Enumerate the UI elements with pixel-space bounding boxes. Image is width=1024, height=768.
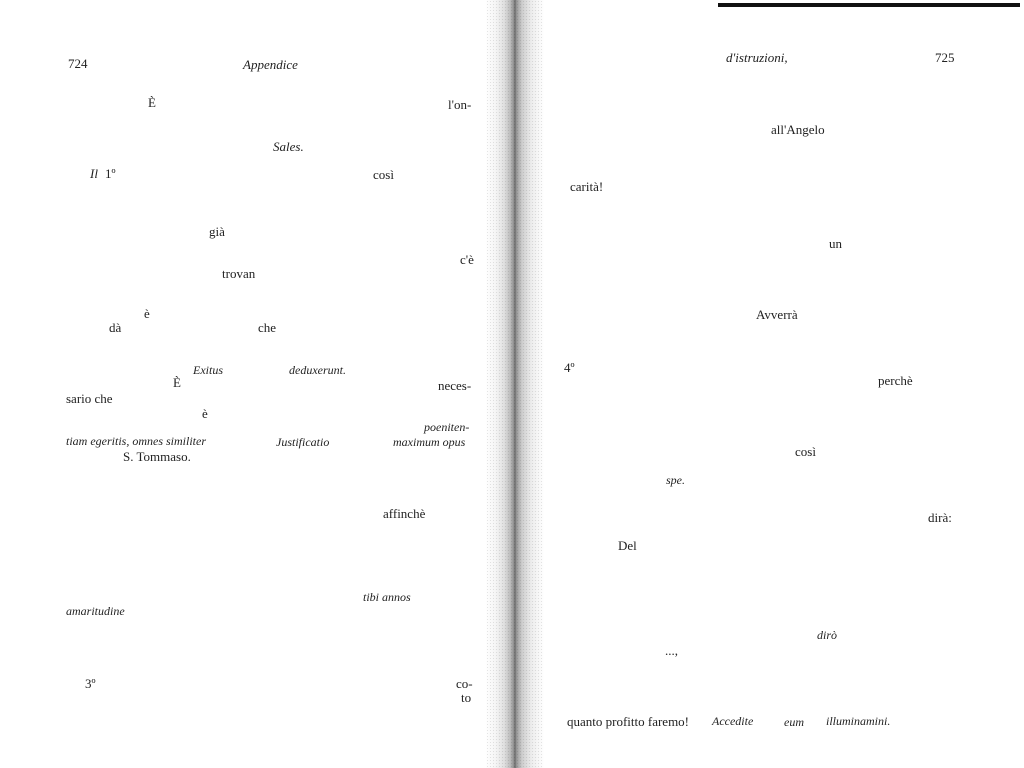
text-fragment: Sales. — [273, 139, 304, 154]
text-fragment: ..., — [665, 643, 678, 658]
text-fragment: neces- — [438, 378, 472, 393]
text-fragment: tibi annos — [363, 590, 411, 604]
text-fragment: amaritudine — [66, 604, 125, 618]
text-fragment: È — [173, 375, 181, 390]
text-fragment: 4º — [564, 360, 575, 375]
text-fragment: Avverrà — [756, 307, 798, 322]
text-fragment: poeniten- — [424, 420, 470, 434]
text-fragment: dà — [109, 320, 122, 335]
text-fragment: S. Tommaso. — [123, 449, 191, 464]
text-fragment: carità! — [570, 179, 604, 194]
text-fragment: 1º — [105, 166, 116, 181]
text-fragment: to — [461, 690, 472, 705]
text-fragment: eum — [784, 715, 804, 729]
page-number: 724 — [68, 56, 88, 71]
text-fragment: È — [148, 95, 156, 110]
text-fragment: così — [795, 444, 816, 459]
text-fragment: un — [829, 236, 842, 251]
text-fragment: Exitus — [193, 363, 223, 377]
text-fragment: co- — [456, 676, 473, 691]
text-fragment: Accedite — [712, 714, 754, 728]
text-fragment: Del — [618, 538, 637, 553]
text-fragment: sario che — [66, 391, 113, 406]
text-fragment: trovan — [222, 266, 256, 281]
running-head: d'istruzioni, — [726, 50, 788, 65]
text-fragment: illuminamini. — [826, 714, 891, 728]
text-fragment: così — [373, 167, 394, 182]
text-fragment: dirò — [817, 628, 838, 642]
text-fragment: Il — [90, 166, 98, 181]
left-page — [0, 0, 500, 768]
text-fragment: che — [258, 320, 277, 335]
page-number: 725 — [935, 50, 955, 65]
right-page — [524, 0, 1024, 768]
text-fragment: è — [202, 406, 208, 421]
text-fragment: c'è — [460, 252, 474, 267]
text-fragment: l'on- — [448, 97, 472, 112]
running-head: Appendice — [243, 57, 298, 72]
text-fragment: maximum opus — [393, 435, 466, 449]
text-fragment: affinchè — [383, 506, 426, 521]
text-fragment: è — [144, 306, 150, 321]
text-fragment: spe. — [666, 473, 685, 487]
text-fragment: all'Angelo — [771, 122, 825, 137]
text-fragment: Justificatio — [276, 435, 330, 449]
text-fragment: 3º — [85, 676, 96, 691]
text-fragment: già — [209, 224, 225, 239]
text-fragment: perchè — [878, 373, 913, 388]
text-fragment: deduxerunt. — [289, 363, 346, 377]
text-fragment: dirà: — [928, 510, 952, 525]
text-fragment: tiam egeritis, omnes similiter — [66, 434, 206, 448]
text-fragment: quanto profitto faremo! — [567, 714, 690, 729]
